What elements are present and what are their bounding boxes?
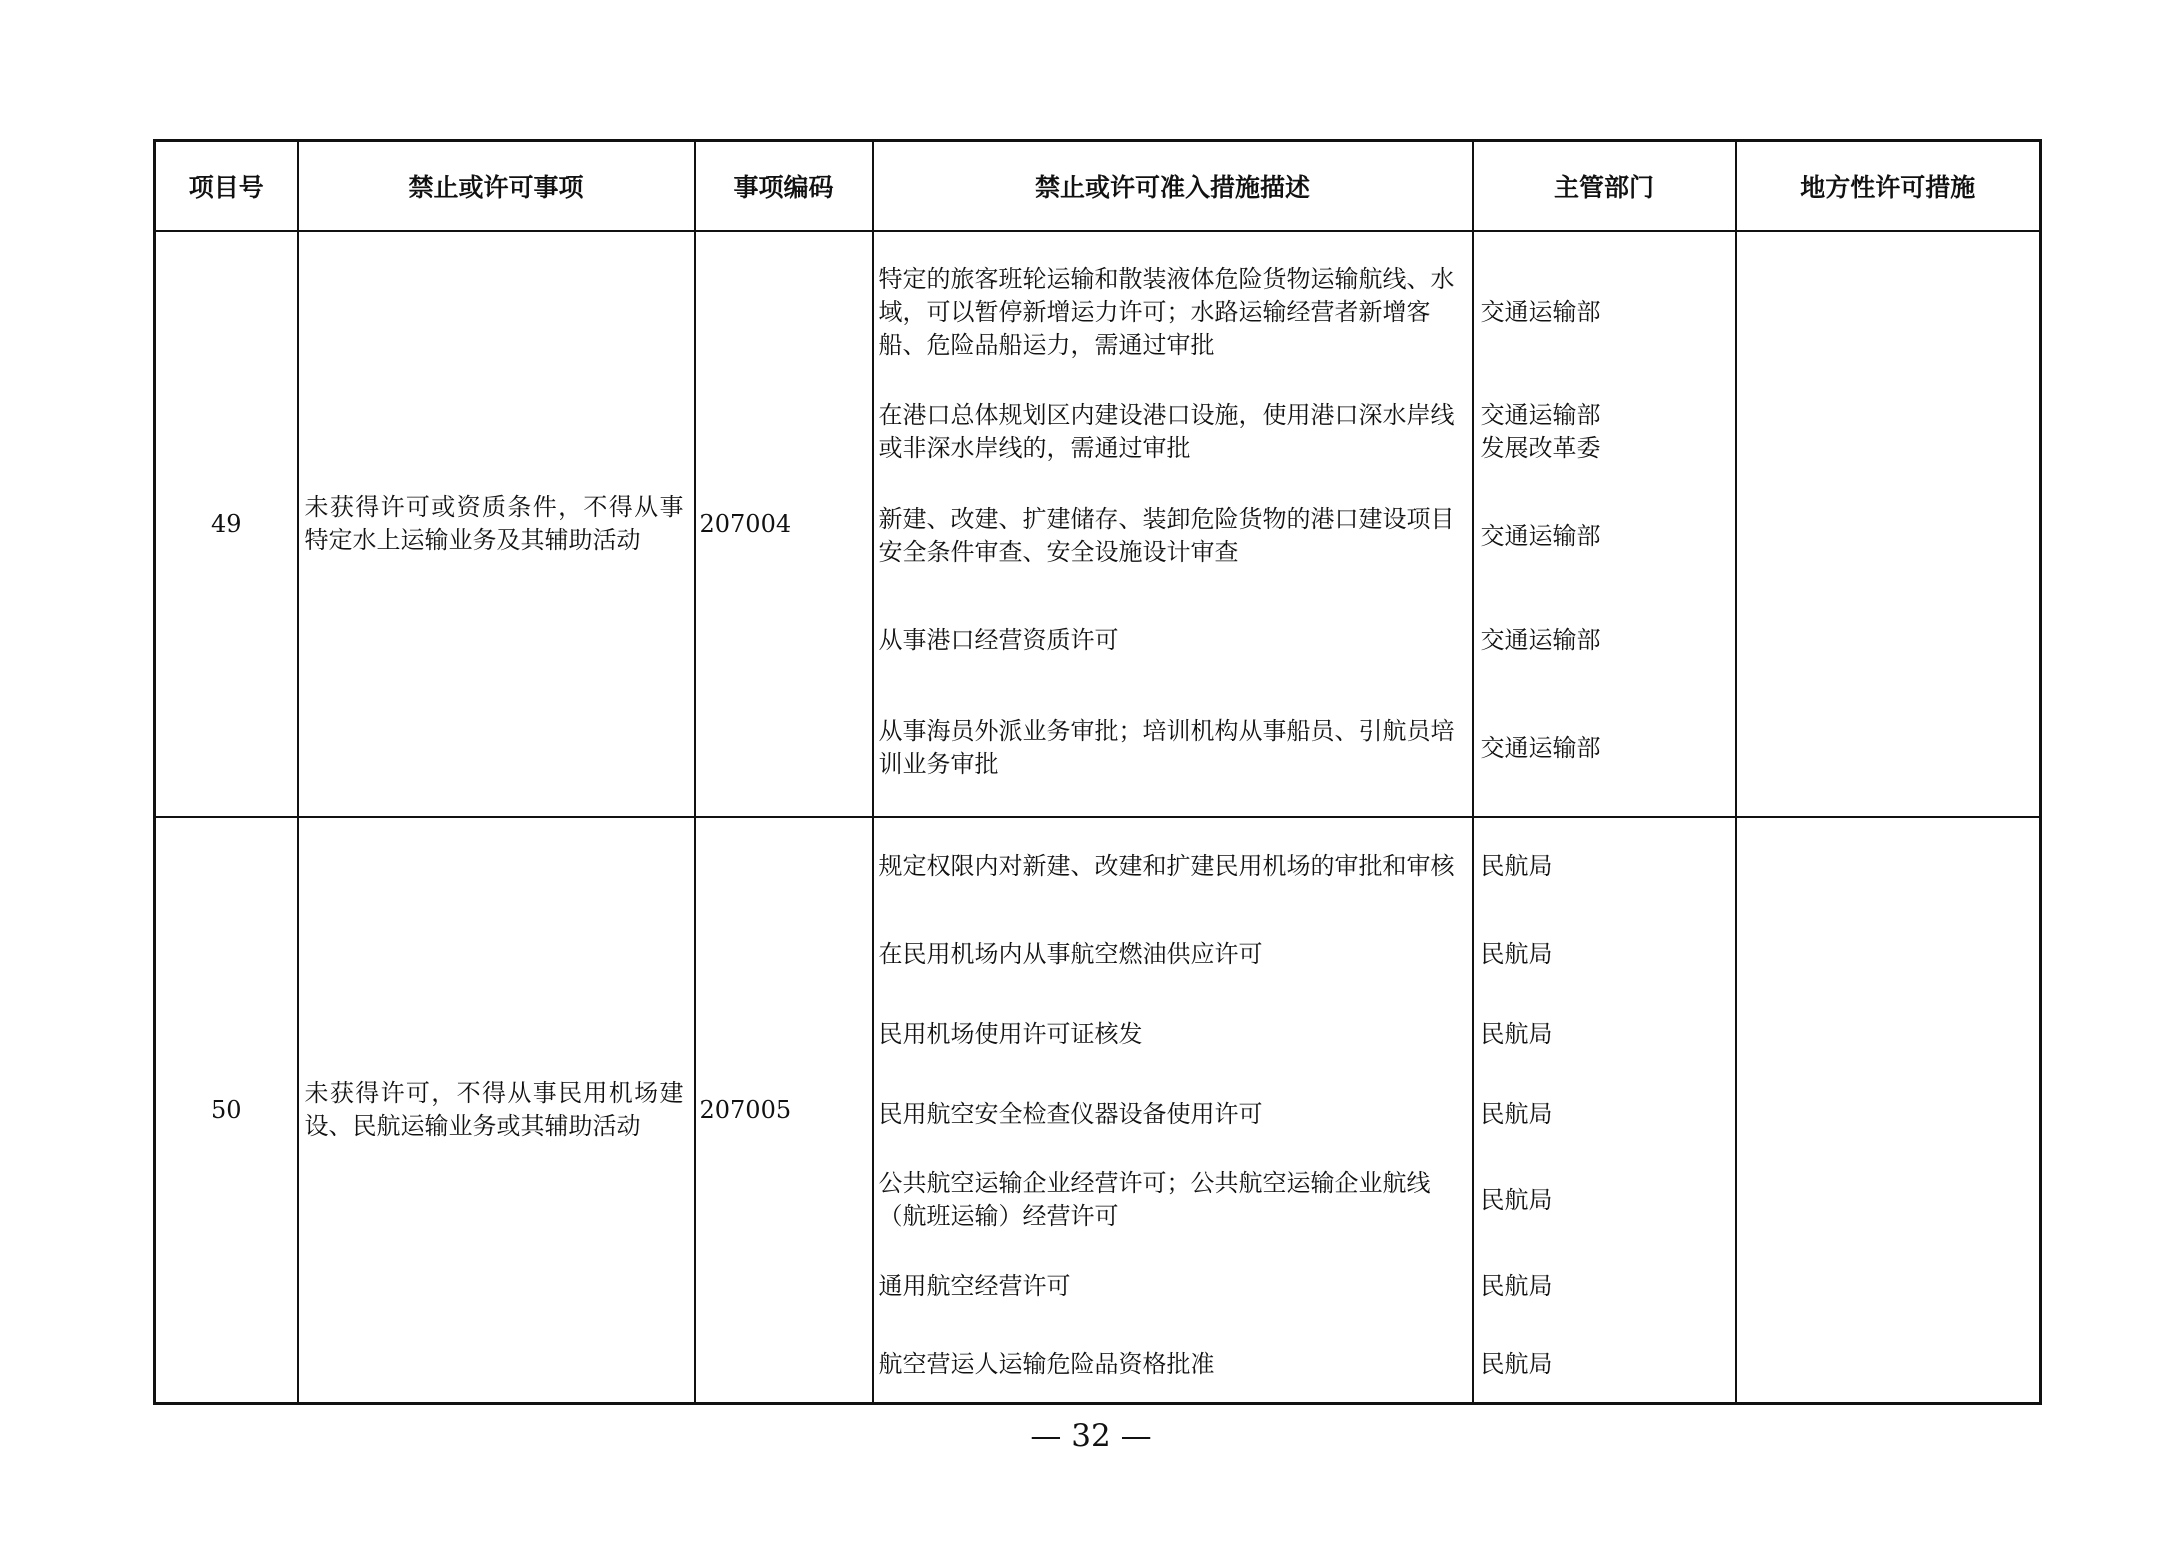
measures-cell xyxy=(873,817,1473,1404)
department-text: 民航局 xyxy=(1480,939,1553,968)
department-text: 交通运输部 发展改革委 xyxy=(1480,401,1601,462)
local-measures-cell xyxy=(1736,231,2041,817)
measure-text: 航空营运人运输危险品资格批准 xyxy=(878,1349,1215,1378)
item-number: 49 xyxy=(155,231,298,817)
permit-table xyxy=(153,139,2042,1405)
measure-text: 在民用机场内从事航空燃油供应许可 xyxy=(878,939,1263,968)
department-text: 交通运输部 xyxy=(1480,625,1601,654)
header-item-name: 禁止或许可事项 xyxy=(298,141,695,232)
header-item-no: 项目号 xyxy=(155,141,298,232)
measure-text: 特定的旅客班轮运输和散装液体危险货物运输航线、水域，可以暂停新增运力许可；水路运输经营者新增客船、危险品船运力，需通过审批 xyxy=(878,264,1455,359)
measure-text: 从事港口经营资质许可 xyxy=(878,625,1119,654)
department-text: 民航局 xyxy=(1480,1185,1553,1214)
header-item-code: 事项编码 xyxy=(695,141,873,232)
item-number: 50 xyxy=(155,817,298,1404)
measure-text: 民用机场使用许可证核发 xyxy=(878,1019,1143,1048)
header-department: 主管部门 xyxy=(1473,141,1736,232)
department-text: 交通运输部 xyxy=(1480,733,1601,762)
measure-text: 通用航空经营许可 xyxy=(878,1271,1071,1300)
measure-text: 公共航空运输企业经营许可；公共航空运输企业航线（航班运输）经营许可 xyxy=(878,1169,1431,1230)
item-name: 未获得许可，不得从事民用机场建设、民航运输业务或其辅助活动 xyxy=(298,817,695,1404)
departments-cell xyxy=(1473,231,1736,817)
measure-text: 在港口总体规划区内建设港口设施，使用港口深水岸线或非深水岸线的，需通过审批 xyxy=(878,401,1455,462)
local-measures-cell xyxy=(1736,817,2041,1404)
item-code: 207004 xyxy=(695,231,873,817)
measure-text: 从事海员外派业务审批；培训机构从事船员、引航员培训业务审批 xyxy=(878,717,1455,778)
page-number: — 32 — xyxy=(1030,1418,1152,1454)
department-text: 民航局 xyxy=(1480,1019,1553,1048)
table-row xyxy=(155,231,2041,817)
table-row xyxy=(155,817,2041,1404)
department-text: 民航局 xyxy=(1480,851,1553,880)
department-text: 交通运输部 xyxy=(1480,521,1601,550)
department-text: 民航局 xyxy=(1480,1349,1553,1378)
measures-cell xyxy=(873,231,1473,817)
item-code: 207005 xyxy=(695,817,873,1404)
measure-text: 新建、改建、扩建储存、装卸危险货物的港口建设项目安全条件审查、安全设施设计审查 xyxy=(878,505,1455,566)
header-measures: 禁止或许可准入措施描述 xyxy=(873,141,1473,232)
department-text: 交通运输部 xyxy=(1480,297,1601,326)
header-row xyxy=(155,141,2041,232)
measure-text: 规定权限内对新建、改建和扩建民用机场的审批和审核 xyxy=(878,851,1455,880)
header-local-measures: 地方性许可措施 xyxy=(1736,141,2041,232)
department-text: 民航局 xyxy=(1480,1099,1553,1128)
department-text: 民航局 xyxy=(1480,1271,1553,1300)
departments-cell xyxy=(1473,817,1736,1404)
measure-text: 民用航空安全检查仪器设备使用许可 xyxy=(878,1099,1263,1128)
item-name: 未获得许可或资质条件，不得从事特定水上运输业务及其辅助活动 xyxy=(298,231,695,817)
